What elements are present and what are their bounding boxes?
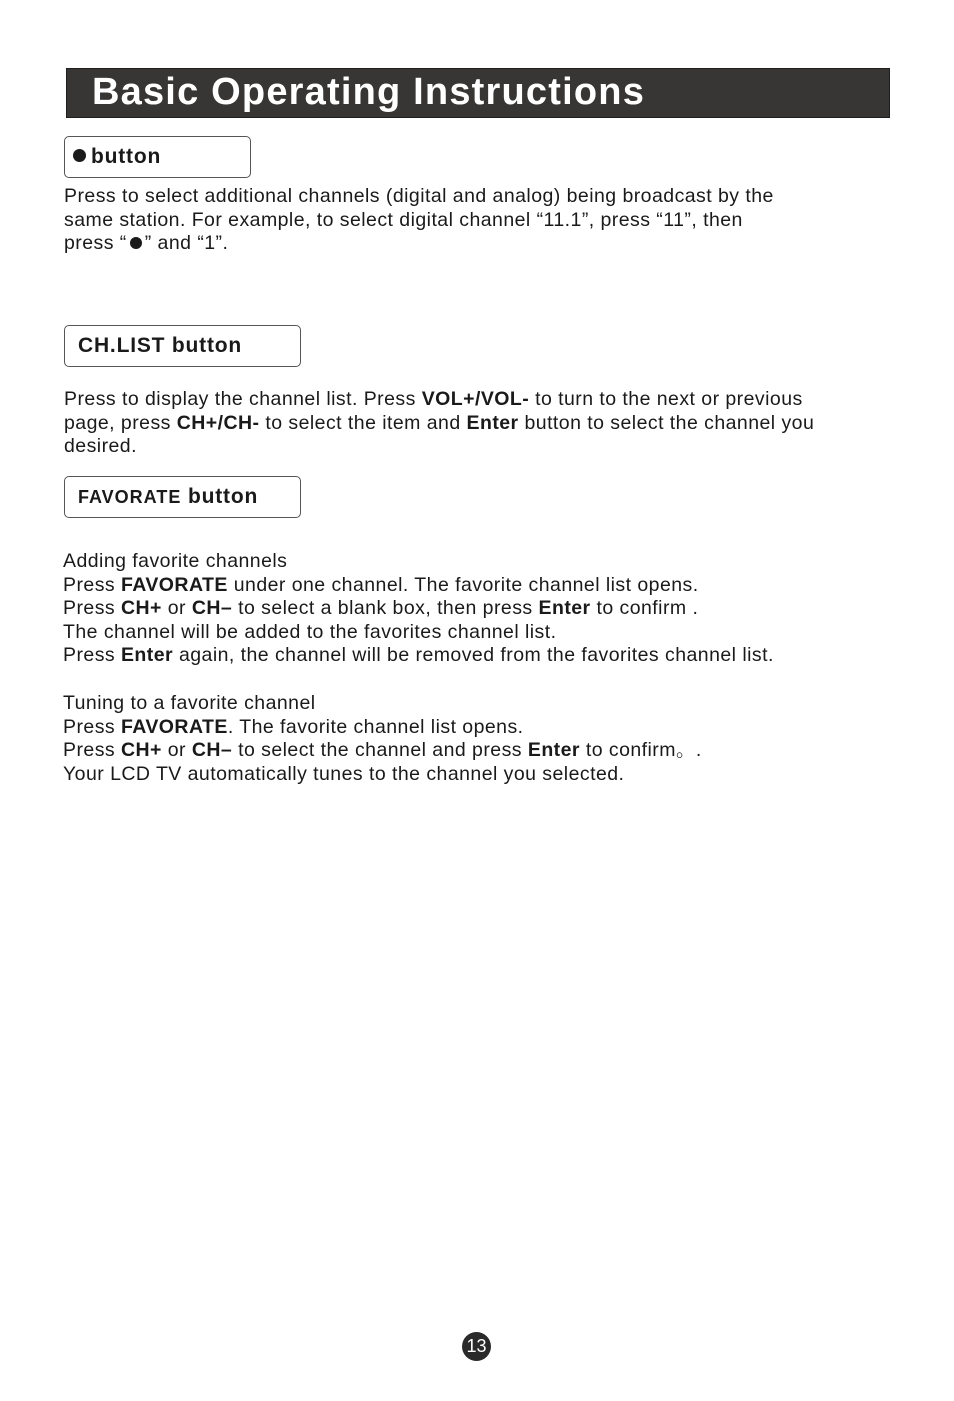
chlist-button-section-header (64, 325, 301, 367)
page-number: 13 (462, 1332, 491, 1361)
tuning-favorite-instructions: Tuning to a favorite channel Press FAVORATE. The favorite channel list opens. Press CH+ or CH– to select the channel and press Enter to confirm。. Your LCD TV automatically tunes to the channel you selected. (63, 692, 702, 785)
section-label: FAVORATE button (78, 485, 259, 508)
chlist-button-description: Press to display the channel list. Press VOL+/VOL- to turn to the next or previous page, press CH+/CH- to select the item and Enter button to select the channel you desired. (64, 388, 815, 458)
dot-button-description: Press to select additional channels (digital and analog) being broadcast by the same station. For example, to select digital channel “11.1”, press “11”, then press “ ” and “1”. (64, 185, 774, 255)
dot-button-section-header (64, 136, 251, 178)
favorate-button-section-header (64, 476, 301, 518)
page-title: Basic Operating Instructions (92, 71, 646, 113)
dot-icon (73, 149, 86, 162)
title-bar (66, 68, 890, 118)
adding-heading: Adding favorite channels (63, 550, 288, 572)
dot-icon (130, 237, 142, 249)
section-label: button (91, 145, 162, 168)
adding-favorite-instructions: Adding favorite channels Press FAVORATE under one channel. The favorite channel list opens. Press CH+ or CH– to select a blank box, then press Enter to confirm . The channel will be added to the favorites channel list. Press Enter again, the channel will be removed from the favorites channel list. (63, 550, 774, 667)
tuning-heading: Tuning to a favorite channel (63, 692, 316, 714)
section-label: CH.LIST button (78, 334, 242, 357)
